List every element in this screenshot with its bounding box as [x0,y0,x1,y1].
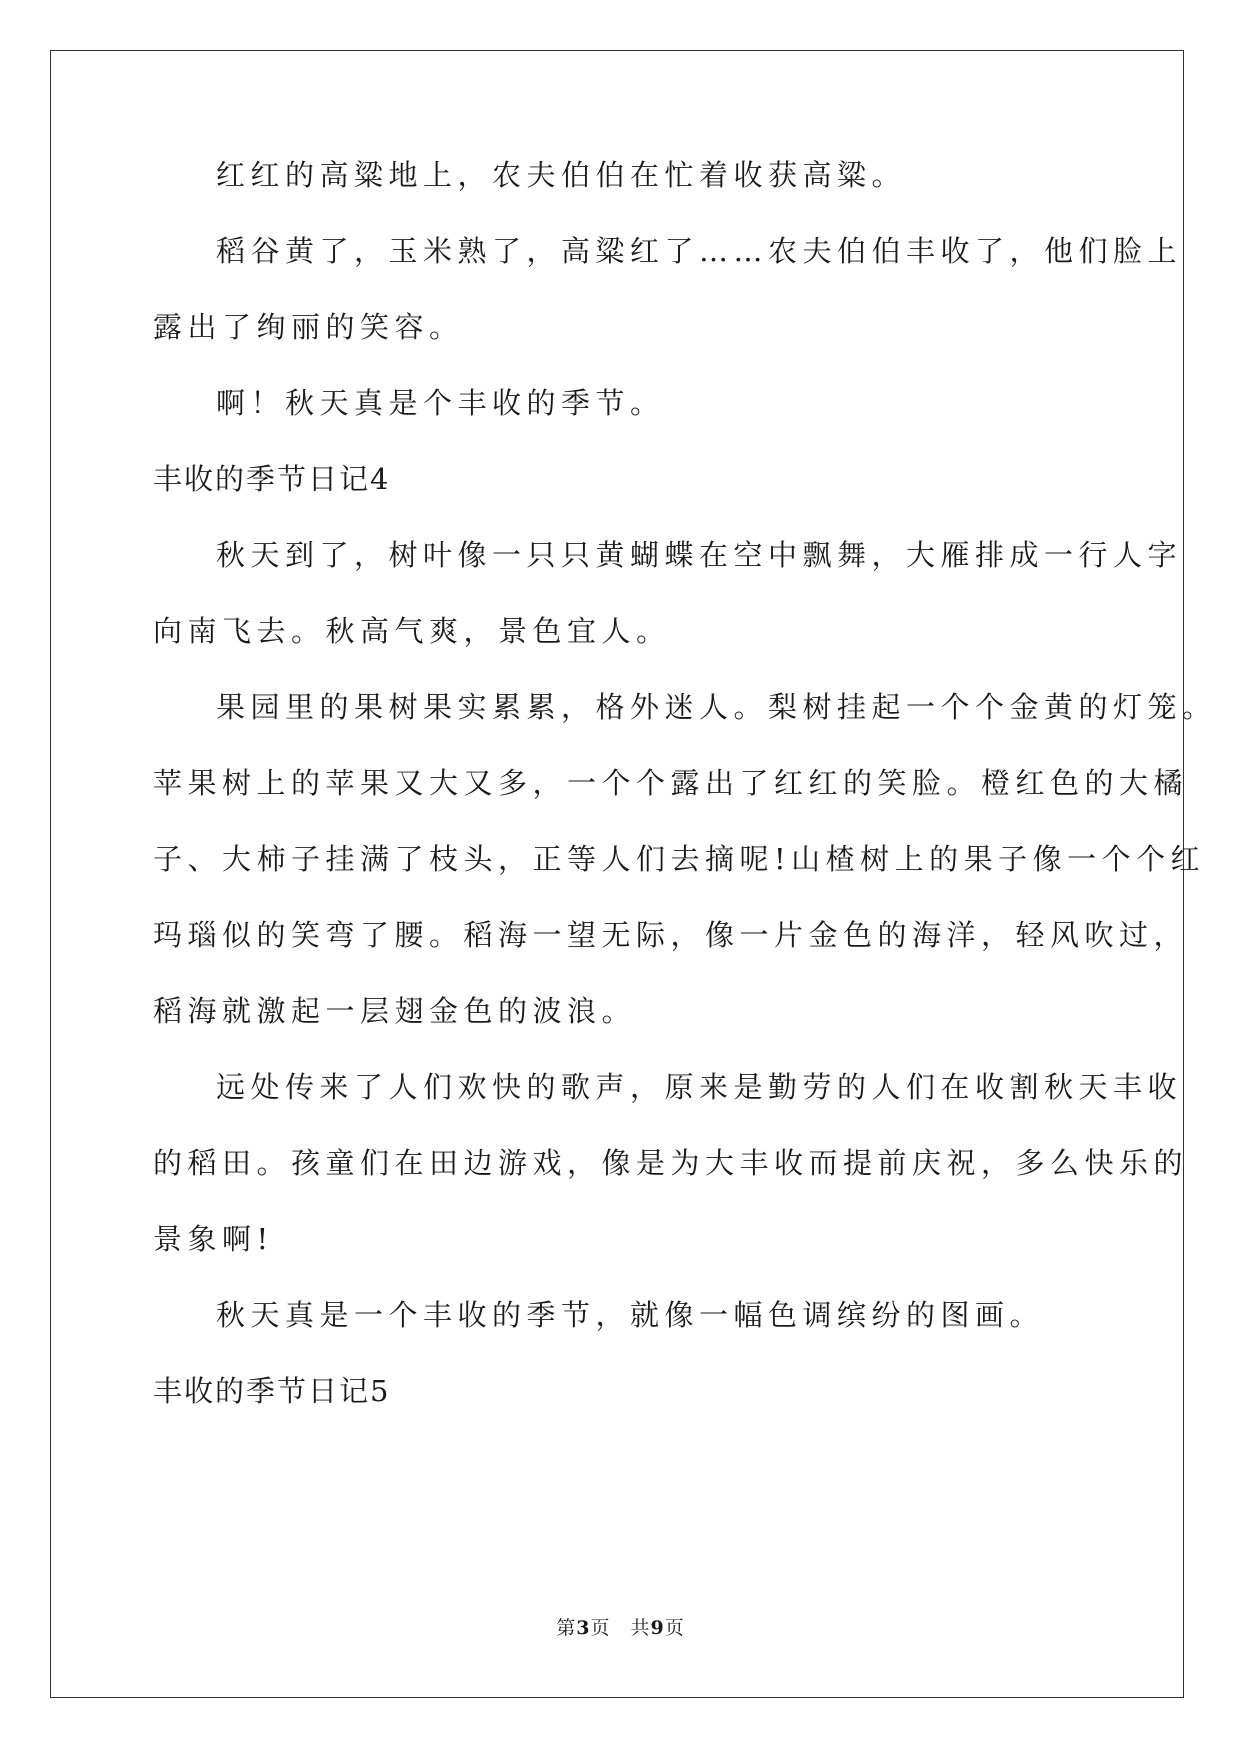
paragraph-line: 果园里的果树果实累累，格外迷人。梨树挂起一个个金黄的灯笼。 [216,690,1217,724]
paragraph-line: 露出了绚丽的笑容。 [153,310,464,344]
section-heading: 丰收的季节日记4 [153,462,391,496]
paragraph-line: 远处传来了人们欢快的歌声，原来是勤劳的人们在收割秋天丰收 [216,1070,1183,1104]
paragraph-line: 红红的高粱地上，农夫伯伯在忙着收获高粱。 [216,158,907,192]
paragraph-line: 景象啊! [153,1222,274,1256]
paragraph-line: 向南飞去。秋高气爽，景色宜人。 [153,614,671,648]
page-footer [0,1613,1241,1640]
paragraph-line: 稻谷黄了，玉米熟了，高粱红了……农夫伯伯丰收了，他们脸上 [216,234,1183,268]
current-page-number: 3 [576,1617,591,1639]
section-heading: 丰收的季节日记5 [153,1374,391,1408]
footer-prefix: 第 [556,1617,577,1639]
paragraph-line: 苹果树上的苹果又大又多，一个个露出了红红的笑脸。橙红色的大橘 [153,766,1189,800]
paragraph-line: 秋天真是一个丰收的季节，就像一幅色调缤纷的图画。 [216,1298,1045,1332]
footer-middle: 页 共 [590,1617,651,1639]
paragraph-line: 稻海就激起一层翅金色的波浪。 [153,994,637,1028]
paragraph-line: 玛瑙似的笑弯了腰。稻海一望无际，像一片金色的海洋，轻风吹过， [153,918,1189,952]
paragraph-line: 秋天到了，树叶像一只只黄蝴蝶在空中飘舞，大雁排成一行人字 [216,538,1183,572]
paragraph-line: 子、大柿子挂满了枝头，正等人们去摘呢!山楂树上的果子像一个个红 [153,842,1206,876]
paragraph-line: 的稻田。孩童们在田边游戏，像是为大丰收而提前庆祝，多么快乐的 [153,1146,1189,1180]
total-page-count: 9 [650,1617,665,1639]
paragraph-line: 啊！秋天真是个丰收的季节。 [216,386,665,420]
footer-suffix: 页 [664,1617,685,1639]
